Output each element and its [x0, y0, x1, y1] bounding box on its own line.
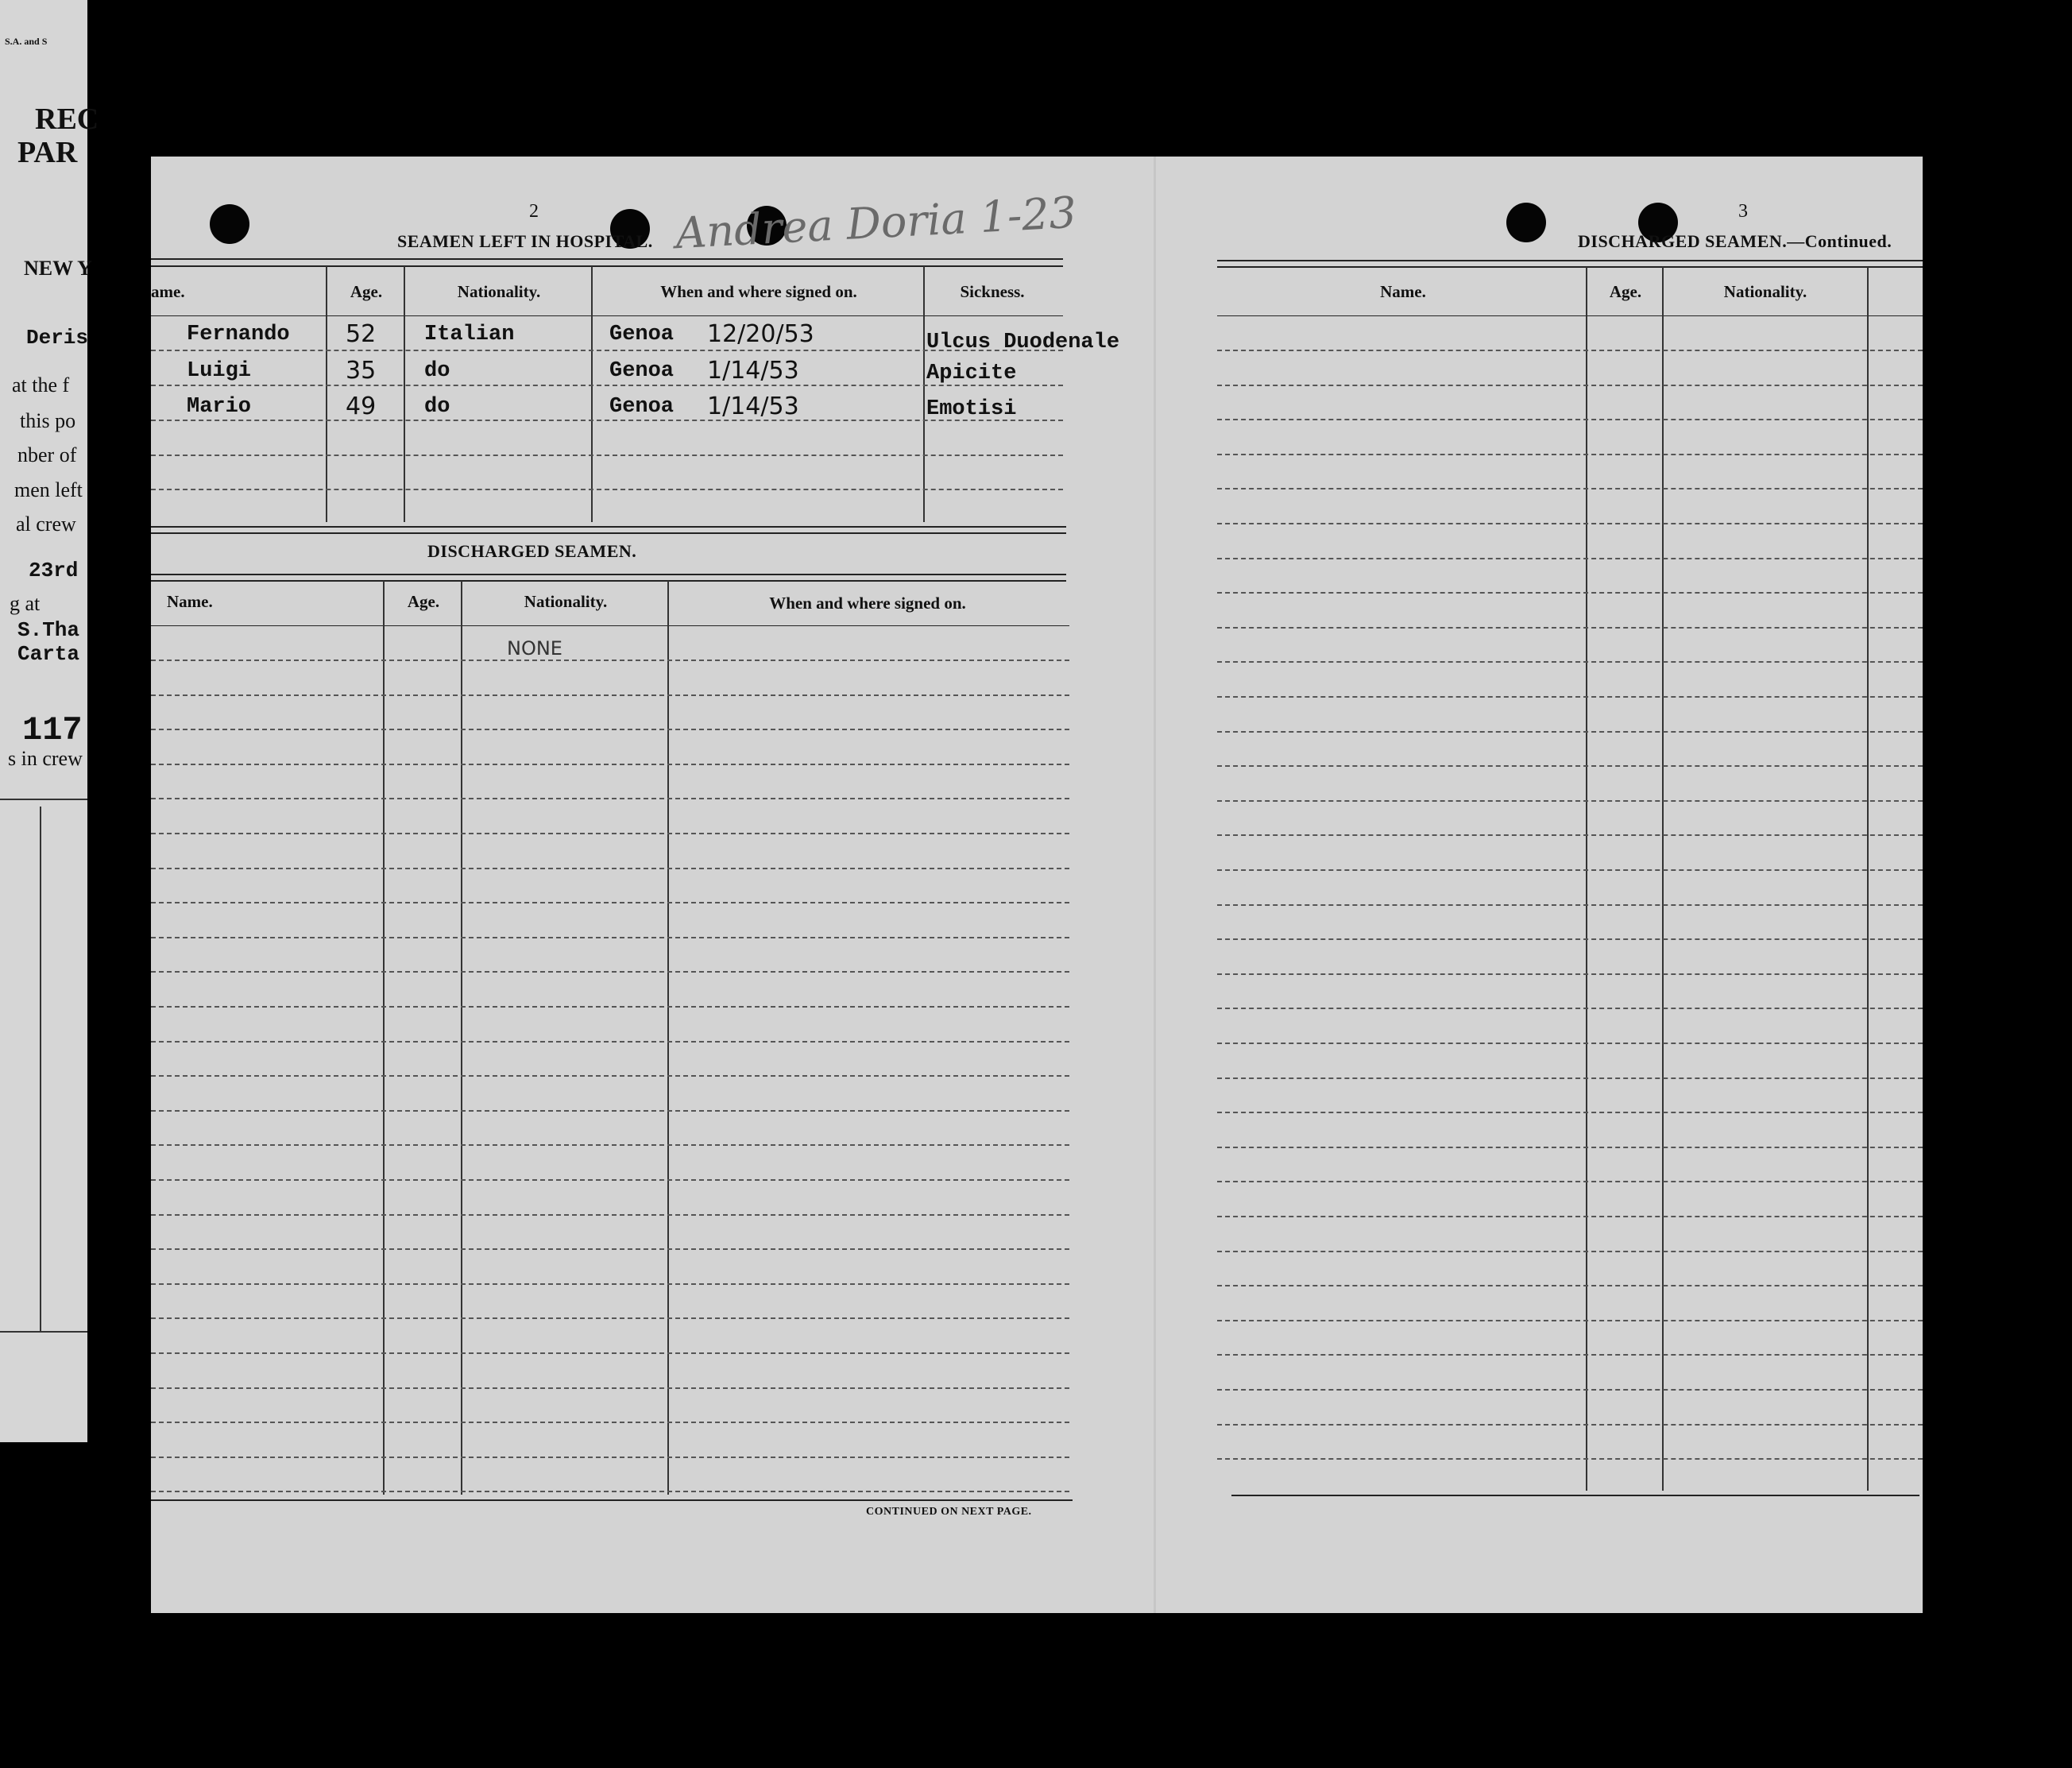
hospital-row-sickness: Ulcus Duodenale — [926, 331, 1120, 354]
fragment-line: s in crew — [8, 747, 83, 770]
ruled-line — [151, 833, 1069, 834]
ruled-line — [1217, 523, 1923, 524]
fragment-line: S.Tha — [17, 618, 80, 642]
ruled-line — [151, 764, 1069, 765]
col-header-signed-on: When and where signed on. — [769, 594, 966, 613]
fragment-line: at the f — [12, 373, 70, 397]
ruled-line — [151, 1422, 1069, 1423]
ruled-line — [151, 971, 1069, 973]
hospital-row-date: 1/14/53 — [707, 393, 799, 420]
hospital-row-date: 12/20/53 — [707, 320, 814, 348]
hospital-row-date: 1/14/53 — [707, 357, 799, 385]
ruled-line — [1217, 1216, 1923, 1217]
fragment-line: NEW Y — [24, 257, 92, 280]
fragment-line: Carta — [17, 642, 80, 666]
hospital-row-sickness: Apicite — [926, 362, 1017, 385]
ruled-line — [1217, 558, 1923, 559]
hospital-row-nationality: Italian — [424, 323, 515, 346]
hospital-row-age: 35 — [346, 357, 377, 385]
ruled-line — [151, 868, 1069, 869]
col-header-nationality: Nationality. — [457, 282, 541, 301]
ruled-line — [1217, 834, 1923, 836]
ruled-line — [1217, 938, 1923, 940]
col-header-name: Name. — [1380, 282, 1426, 301]
ruled-line — [1217, 661, 1923, 663]
hospital-row-name: Fernando — [187, 323, 290, 346]
hospital-row-place: Genoa — [609, 323, 675, 346]
ruled-line — [1217, 869, 1923, 871]
fragment-line: REC — [35, 103, 99, 136]
ruled-line — [151, 1248, 1069, 1250]
ruled-line — [151, 798, 1069, 799]
ruled-line — [151, 1179, 1069, 1181]
ruled-line — [151, 1075, 1069, 1077]
ruled-line — [151, 1283, 1069, 1285]
ruled-line — [151, 660, 1069, 661]
ruled-line — [1217, 627, 1923, 629]
ruled-line — [1217, 385, 1923, 386]
col-header-nationality: Nationality. — [1723, 282, 1807, 301]
hospital-section-title: SEAMEN LEFT IN HOSPITAL. — [397, 231, 653, 251]
hospital-row-name: Mario — [187, 395, 252, 419]
hospital-row-age: 52 — [346, 320, 377, 348]
ruled-line — [1217, 765, 1923, 767]
ruled-line — [151, 1317, 1069, 1319]
page-number-left: 2 — [529, 201, 539, 222]
fragment-line: 117 — [22, 711, 83, 749]
ruled-line — [1217, 1354, 1923, 1356]
hospital-row-place: Genoa — [609, 359, 675, 383]
col-header-signed-on: When and where signed on. — [660, 282, 857, 301]
ruled-line — [151, 1457, 1069, 1458]
ruled-line — [1217, 1389, 1923, 1391]
ruled-line — [1217, 419, 1923, 420]
handwritten-annotation: Andrea Doria 1-23 — [674, 187, 1078, 259]
fragment-line: Deris — [26, 326, 89, 350]
ruled-line — [151, 1387, 1069, 1389]
ruled-line — [151, 694, 1069, 696]
ruled-line — [1217, 1458, 1923, 1460]
hospital-row-sickness: Emotisi — [926, 397, 1017, 421]
hospital-row-name: Luigi — [187, 359, 252, 383]
ruled-line — [151, 1144, 1069, 1146]
fragment-line: g at — [10, 592, 41, 615]
page-number-right: 3 — [1738, 201, 1748, 222]
ruled-line — [151, 902, 1069, 903]
col-header-age: Age. — [350, 282, 383, 301]
ruled-line — [1217, 1285, 1923, 1286]
hospital-row-nationality: do — [424, 395, 450, 419]
col-header-name: Name. — [167, 592, 213, 611]
fragment-line: nber of — [17, 443, 77, 466]
ruled-line — [1217, 488, 1923, 489]
continued-note: CONTINUED ON NEXT PAGE. — [866, 1506, 1032, 1518]
ruled-line — [1217, 904, 1923, 906]
fragment-line: men left — [14, 478, 83, 501]
right-section-title: DISCHARGED SEAMEN.—Continued. — [1578, 231, 1892, 251]
fragment-line: S.A. and S — [5, 36, 48, 47]
ruled-line — [1217, 696, 1923, 698]
col-header-name: ame. — [151, 282, 185, 301]
ruled-line — [1217, 731, 1923, 733]
discharged-note: NONE — [507, 637, 562, 660]
ruled-line — [1217, 1251, 1923, 1252]
ruled-line — [1217, 1043, 1923, 1044]
ruled-line — [151, 1214, 1069, 1216]
ruled-line — [1217, 1181, 1923, 1182]
col-header-age: Age. — [1609, 282, 1642, 301]
ruled-line — [151, 1110, 1069, 1112]
hospital-row-nationality: do — [424, 359, 450, 383]
col-header-age: Age. — [407, 592, 440, 611]
log-page — [151, 157, 1923, 1613]
ruled-line — [1217, 592, 1923, 594]
ruled-line — [1217, 1008, 1923, 1009]
ruled-line — [151, 729, 1069, 730]
ruled-line — [151, 1491, 1069, 1492]
fragment-line: al crew — [16, 513, 76, 536]
hospital-row-age: 49 — [346, 393, 377, 420]
ruled-line — [151, 937, 1069, 938]
ruled-line — [1217, 1147, 1923, 1148]
punch-hole — [210, 204, 249, 244]
ruled-line — [151, 1006, 1069, 1008]
fragment-line: this po — [20, 409, 76, 432]
fragment-line: PAR — [17, 136, 78, 169]
hospital-row-place: Genoa — [609, 395, 675, 419]
ruled-line — [1217, 1320, 1923, 1321]
ruled-line — [1217, 1424, 1923, 1426]
ruled-line — [1217, 1112, 1923, 1113]
ruled-line — [1217, 800, 1923, 802]
col-header-nationality: Nationality. — [524, 592, 608, 611]
ruled-line — [151, 1352, 1069, 1354]
col-header-sickness: Sickness. — [960, 282, 1025, 301]
ruled-line — [1217, 454, 1923, 455]
ruled-line — [1217, 1077, 1923, 1079]
previous-page-fragment — [0, 0, 99, 1442]
ruled-line — [1217, 350, 1923, 351]
punch-hole — [1506, 203, 1546, 242]
fragment-line: 23rd — [29, 559, 79, 582]
ruled-line — [1217, 973, 1923, 975]
ruled-line — [151, 1041, 1069, 1043]
discharged-section-title: DISCHARGED SEAMEN. — [427, 541, 637, 561]
